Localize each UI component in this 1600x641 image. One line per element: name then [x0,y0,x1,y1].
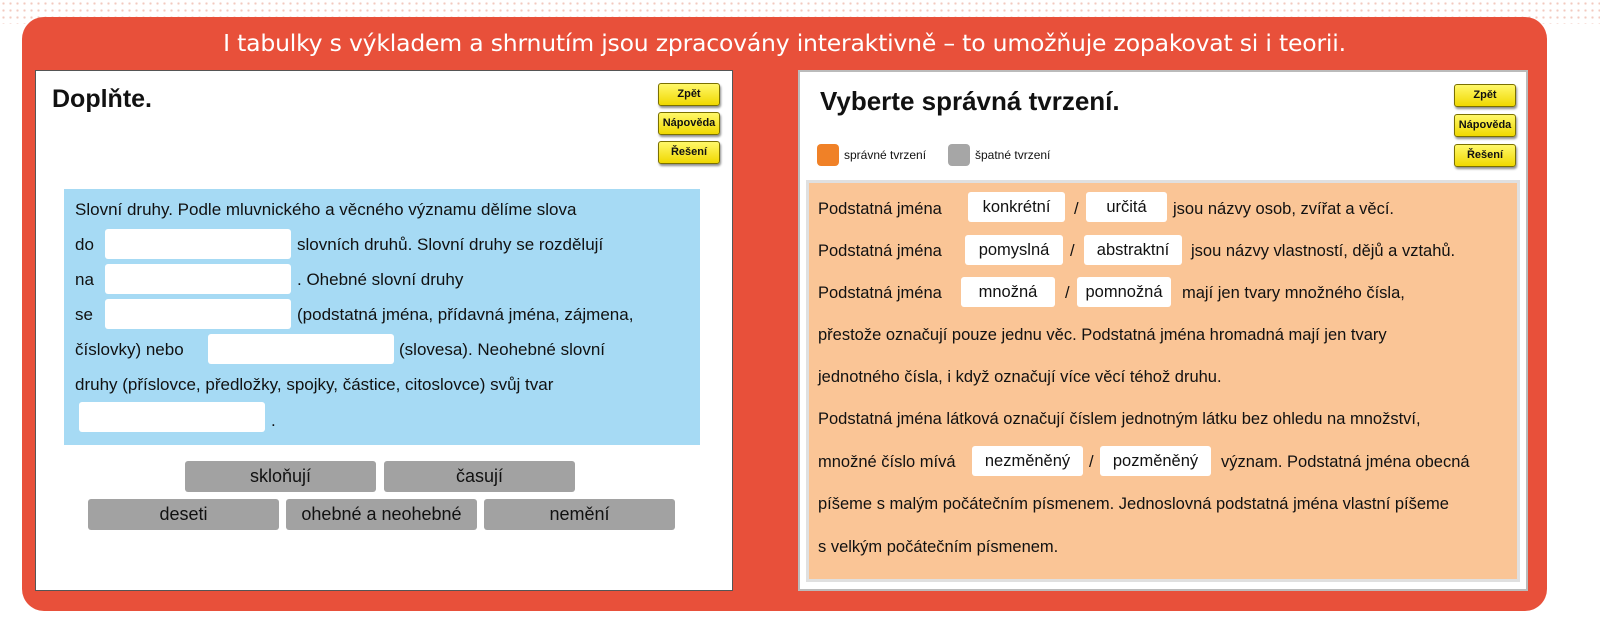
solution-button[interactable]: Řešení [658,141,720,164]
help-button[interactable]: Nápověda [1454,114,1516,137]
statement-text: mají jen tvary množného čísla, [1182,284,1405,302]
statement-text: množné číslo mívá [818,453,956,471]
wrong-legend-label: špatné tvrzení [975,148,1051,162]
choice-option[interactable]: konkrétní [968,192,1065,222]
true-false-exercise-panel [798,70,1528,591]
back-button[interactable]: Zpět [1454,84,1516,107]
choice-option[interactable]: určitá [1086,192,1167,222]
exercise-title: Vyberte správná tvrzení. [820,86,1120,116]
cloze-text-box [64,189,700,445]
text-line: (slovesa). Neohebné slovní [399,340,606,359]
slash-separator: / [1070,242,1075,260]
statement-text: jsou názvy vlastností, dějů a vztahů. [1191,242,1456,260]
statement-text: píšeme s malým počátečním písmenem. Jednoslovná podstatná jména vlastní píšeme [818,495,1449,513]
text-line: druhy (příslovce, předložky, spojky, částice, citoslovce) svůj tvar [75,375,554,394]
answer-drop-slot[interactable] [105,229,291,259]
slash-separator: / [1065,284,1070,302]
statement-text: jsou názvy osob, zvířat a věcí. [1173,200,1395,218]
answer-drop-slot[interactable] [208,334,394,364]
wrong-legend-swatch [948,144,970,166]
statement-text: Podstatná jména [818,242,942,260]
text-line: . [271,411,276,430]
correct-legend-swatch [817,144,839,166]
statements-box [806,180,1520,582]
slash-separator: / [1089,453,1094,471]
text-line: číslovky) nebo [75,340,184,359]
statement-text: přestože označují pouze jednu věc. Podstatná jména hromadná mají jen tvary [818,326,1387,344]
choice-option[interactable]: pomyslná [965,235,1063,265]
statement-text: jednotného čísla, i když označují více věcí téhož druhu. [818,368,1222,386]
text-line: na [75,270,94,289]
answer-drop-slot[interactable] [79,402,265,432]
text-line: (podstatná jména, přídavná jména, zájmena, [297,305,634,324]
text-line: Slovní druhy. Podle mluvnického a věcného významu dělíme slova [75,200,577,219]
choice-option[interactable]: pozměněný [1100,446,1211,476]
answer-chip[interactable]: ohebné a neohebné [286,499,477,530]
promo-frame [22,17,1547,611]
choice-option[interactable]: množná [961,277,1055,307]
statement-text: s velkým počátečním písmenem. [818,538,1059,556]
answer-chip[interactable]: časují [384,461,575,492]
text-line: se [75,305,93,324]
banner-caption: I tabulky s výkladem a shrnutím jsou zpracovány interaktivně – to umožňuje zopakovat si i teorii. [223,29,1346,57]
choice-option[interactable]: abstraktní [1084,235,1182,265]
slash-separator: / [1074,200,1079,218]
answer-drop-slot[interactable] [105,264,291,294]
text-line: slovních druhů. Slovní druhy se rozdělují [297,235,604,254]
fill-in-exercise-panel [35,70,733,591]
text-line: . Ohebné slovní druhy [297,270,464,289]
solution-button[interactable]: Řešení [1454,144,1516,167]
statement-text: význam. Podstatná jména obecná [1221,453,1470,471]
answer-chip[interactable]: deseti [88,499,279,530]
answer-chip[interactable]: skloňují [185,461,376,492]
answer-drop-slot[interactable] [105,299,291,329]
choice-option[interactable]: nezměněný [972,446,1083,476]
statement-text: Podstatná jména [818,200,942,218]
answer-chip[interactable]: nemění [484,499,675,530]
choice-option[interactable]: pomnožná [1077,277,1171,307]
exercise-title: Doplňte. [52,85,152,113]
statement-text: Podstatná jména [818,284,942,302]
text-line: do [75,235,94,254]
correct-legend-label: správné tvrzení [844,148,927,162]
help-button[interactable]: Nápověda [658,112,720,135]
back-button[interactable]: Zpět [658,83,720,106]
statement-text: Podstatná jména látková označují číslem jednotným látku bez ohledu na množství, [818,410,1421,428]
